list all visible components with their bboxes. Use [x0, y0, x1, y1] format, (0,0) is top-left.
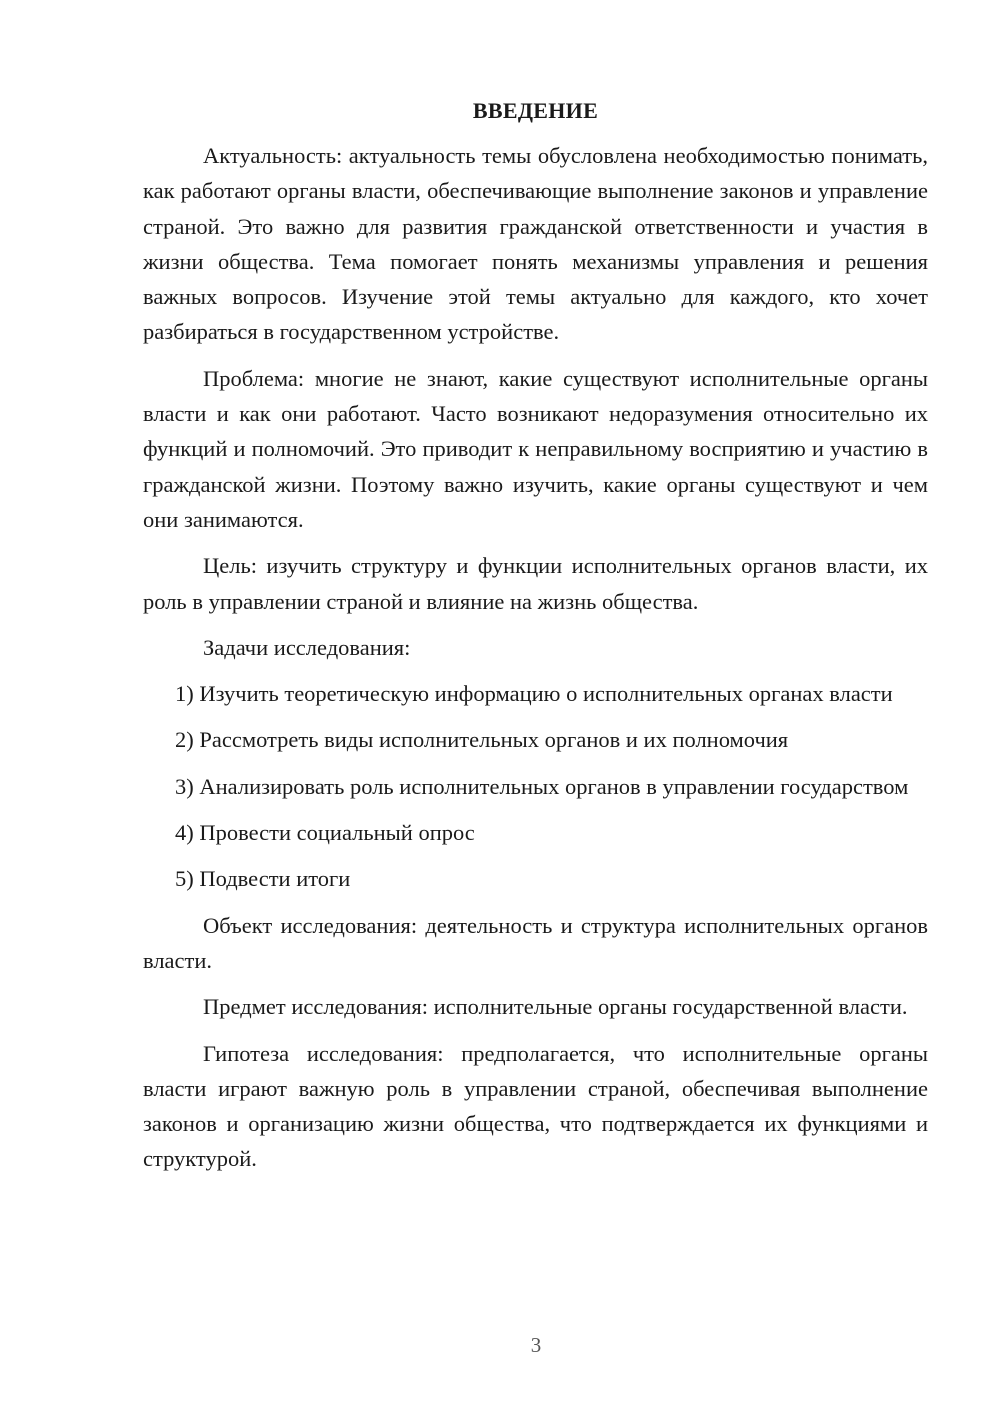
task-item: 1) Изучить теоретическую информацию о исполнительных органах власти [175, 681, 893, 707]
relevance-paragraph: Актуальность: актуальность темы обусловлена необходимостью понимать, как работают органы власти, обеспечивающие выполнение законов и управление страной. Это важно для развития гражданской ответственности и участия в жизни общества. Тема помогает понять механизмы управления и решения важных вопросов. Изучение этой темы актуально для каждого, кто хочет разбираться в государственном устройстве. [143, 143, 928, 345]
page-number: 3 [530, 1333, 542, 1357]
problem-paragraph: Проблема: многие не знают, какие существуют исполнительные органы власти и как они работают. Часто возникают недоразумения относительно их функций и полномочий. Это приводит к неправильному восприятию и участию в гражданской жизни. Поэтому важно изучить, какие органы существуют и чем они занимаются. [143, 365, 928, 532]
task-item: 5) Подвести итоги [175, 866, 351, 892]
task-item: 2) Рассмотреть виды исполнительных органов и их полномочия [175, 727, 789, 753]
document-page [143, 96, 928, 1188]
subject-paragraph: Предмет исследования: исполнительные органы государственной власти. [203, 994, 908, 1020]
object-paragraph: Объект исследования: деятельность и структура исполнительных органов власти. [143, 912, 928, 973]
section-title: ВВЕДЕНИЕ [472, 98, 599, 123]
task-item: 3) Анализировать роль исполнительных органов в управлении государством [175, 773, 909, 799]
task-item: 4) Провести социальный опрос [175, 820, 475, 846]
hypothesis-paragraph: Гипотеза исследования: предполагается, что исполнительные органы власти играют важную роль в управлении страной, обеспечивая выполнение законов и организацию жизни общества, что подтверждается их функциями и структурой. [143, 1040, 928, 1172]
goal-paragraph: Цель: изучить структуру и функции исполнительных органов власти, их роль в управлении страной и влияние на жизнь общества. [143, 553, 928, 614]
tasks-heading: Задачи исследования: [203, 634, 411, 660]
